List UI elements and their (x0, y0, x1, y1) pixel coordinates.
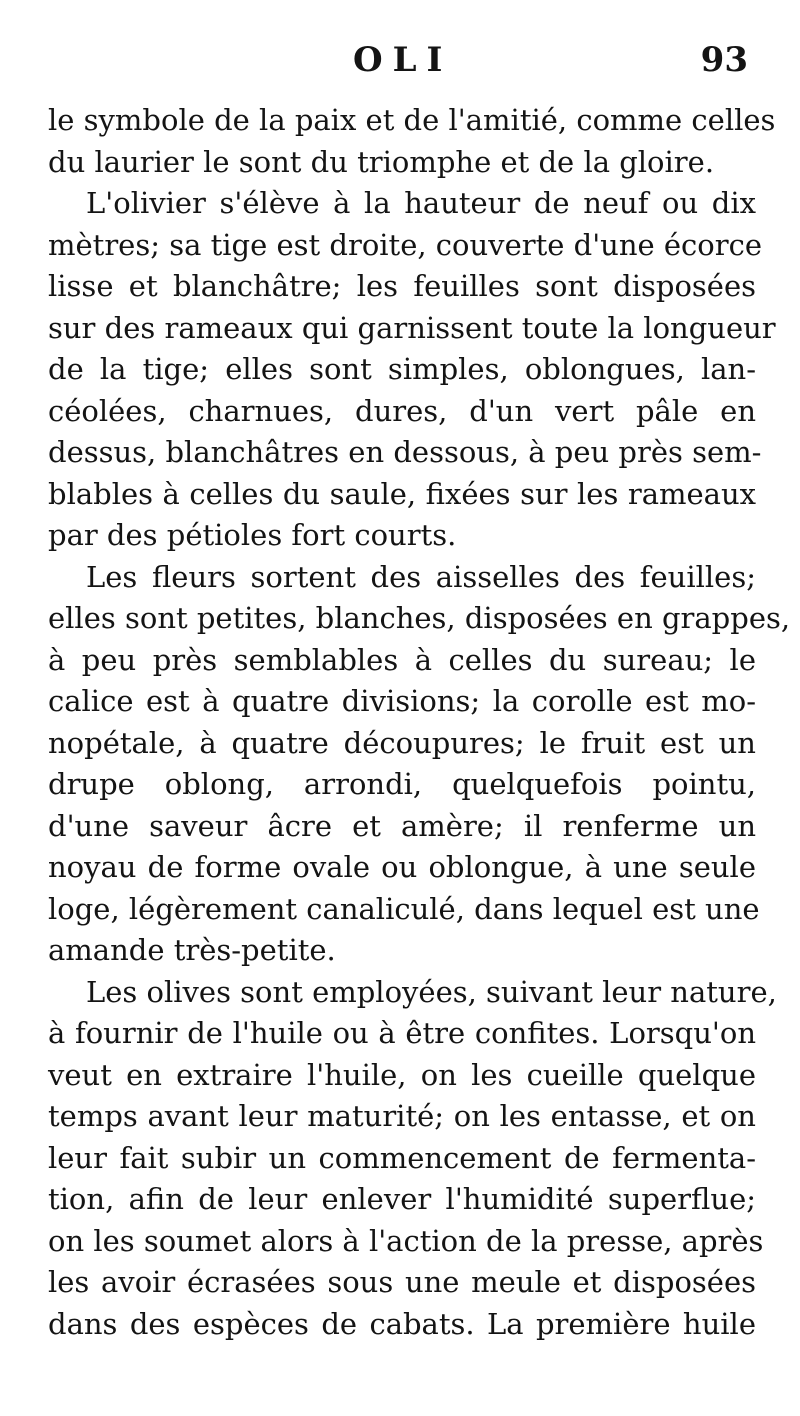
paragraph (48, 557, 791, 972)
text-line: du laurier le sont du triomphe et de la gloire. (48, 144, 715, 179)
text-line: à fournir de l'huile ou à être confites. Lorsqu'on (48, 1016, 756, 1050)
text-line: de la tige; elles sont simples, oblongues, lan- (48, 352, 756, 386)
text-line: céolées, charnues, dures, d'un vert pâle en (48, 393, 756, 428)
text-line: à peu près semblables à celles du sureau; le (48, 642, 756, 677)
text-line: veut en extraire l'huile, on les cueille quelque (48, 1057, 756, 1092)
text-line: amande très-petite. (48, 933, 336, 967)
text-line: Les fleurs sortent des aisselles des feuilles; (86, 559, 756, 594)
text-line: sur des rameaux qui garnissent toute la longueur (48, 310, 776, 345)
body-text (48, 100, 791, 1345)
text-line: nopétale, à quatre découpures; le fruit est un (48, 725, 756, 760)
text-line: L'olivier s'élève à la hauteur de neuf ou dix (86, 186, 756, 220)
text-line: blables à celles du saule, fixées sur les rameaux (48, 476, 756, 511)
text-line: elles sont petites, blanches, disposées en grappes, (48, 601, 791, 635)
text-line: loge, légèrement canaliculé, dans lequel est une (48, 891, 760, 926)
text-line: drupe oblong, arrondi, quelquefois pointu, (48, 767, 756, 801)
paragraph (48, 972, 777, 1346)
page-number: 93 (700, 40, 748, 80)
text-line: tion, afin de leur enlever l'humidité superflue; (48, 1182, 756, 1216)
text-line: calice est à quatre divisions; la corolle est mo- (48, 684, 756, 718)
text-line: dessus, blanchâtres en dessous, à peu près sem- (48, 435, 762, 469)
text-line: d'une saveur âcre et amère; il renferme un (48, 808, 756, 843)
text-line: Les olives sont employées, suivant leur nature, (86, 974, 777, 1009)
text-line: mètres; sa tige est droite, couverte d'une écorce (48, 227, 763, 262)
text-line: noyau de forme ovale ou oblongue, à une seule (48, 850, 756, 884)
paragraph (48, 183, 776, 557)
running-head: OLI (353, 40, 453, 80)
text-line: on les soumet alors à l'action de la presse, après (48, 1223, 764, 1258)
text-line: les avoir écrasées sous une meule et disposées (48, 1265, 756, 1299)
text-line: lisse et blanchâtre; les feuilles sont disposées (48, 269, 756, 303)
text-line: leur fait subir un commencement de fermenta- (48, 1140, 756, 1175)
text-line: le symbole de la paix et de l'amitié, comme celles (48, 103, 776, 137)
text-line: temps avant leur maturité; on les entasse, et on (48, 1099, 756, 1133)
page-header (48, 40, 748, 96)
text-line: dans des espèces de cabats. La première huile (48, 1306, 756, 1341)
paragraph (48, 100, 776, 183)
text-line: par des pétioles fort courts. (48, 518, 457, 552)
